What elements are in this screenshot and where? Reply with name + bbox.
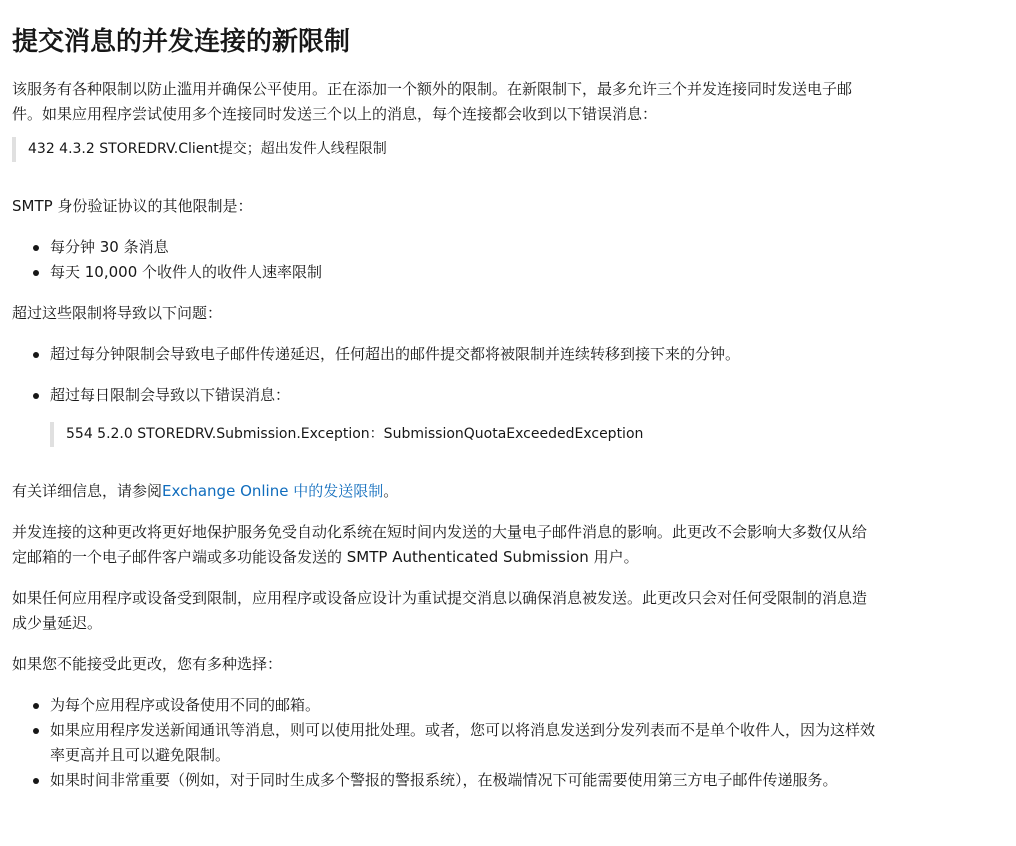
exceed-item-daily-label: 超过每日限制会导致以下错误消息： [50, 386, 291, 404]
list-item: 如果时间非常重要（例如，对于同时生成多个警报的警报系统），在极端情况下可能需要使用第三方电子邮件传递服务。 [12, 768, 877, 793]
error-quote-1: 432 4.3.2 STOREDRV.Client提交；超出发件人线程限制 [12, 137, 877, 162]
exceed-list [12, 342, 877, 447]
list-item [12, 383, 877, 447]
retry-paragraph: 如果任何应用程序或设备受到限制，应用程序或设备应设计为重试提交消息以确保消息被发送。此更改只会对任何受限制的消息造成少量延迟。 [12, 589, 868, 632]
more-info-paragraph [12, 479, 877, 504]
options-intro: 如果您不能接受此更改，您有多种选择： [12, 655, 283, 673]
list-item: 每分钟 30 条消息 [12, 235, 877, 260]
smtp-limits-list [12, 235, 877, 285]
list-item: 如果应用程序发送新闻通讯等消息，则可以使用批处理。或者，您可以将消息发送到分发列表而不是单个收件人，因为这样效率更高并且可以避免限制。 [12, 718, 877, 768]
exceed-intro: 超过这些限制将导致以下问题： [12, 304, 223, 322]
intro-paragraph: 该服务有各种限制以防止滥用并确保公平使用。正在添加一个额外的限制。在新限制下，最多允许三个并发连接同时发送电子邮件。如果应用程序尝试使用多个连接同时发送三个以上的消息，每个连接都会收到以下错误消息： [12, 80, 853, 123]
list-item: 为每个应用程序或设备使用不同的邮箱。 [12, 693, 877, 718]
error-quote-2: 554 5.2.0 STOREDRV.Submission.Exception：SubmissionQuotaExceededException [50, 422, 877, 447]
article-content [12, 22, 877, 793]
more-info-suffix: 。 [383, 482, 399, 500]
sending-limits-link[interactable]: Exchange Online 中的发送限制 [162, 482, 384, 500]
change-paragraph: 并发连接的这种更改将更好地保护服务免受自动化系统在短时间内发送的大量电子邮件消息的影响。此更改不会影响大多数仅从给定邮箱的一个电子邮件客户端或多功能设备发送的 SMTP Authenticated Submission 用户。 [12, 523, 868, 566]
smtp-limits-intro: SMTP 身份验证协议的其他限制是： [12, 197, 253, 215]
page-title: 提交消息的并发连接的新限制 [12, 27, 351, 57]
list-item: 每天 10,000 个收件人的收件人速率限制 [12, 260, 877, 285]
list-item: 超过每分钟限制会导致电子邮件传递延迟，任何超出的邮件提交都将被限制并连续转移到接下来的分钟。 [12, 342, 877, 367]
options-list [12, 693, 877, 793]
more-info-prefix: 有关详细信息，请参阅 [12, 482, 163, 500]
